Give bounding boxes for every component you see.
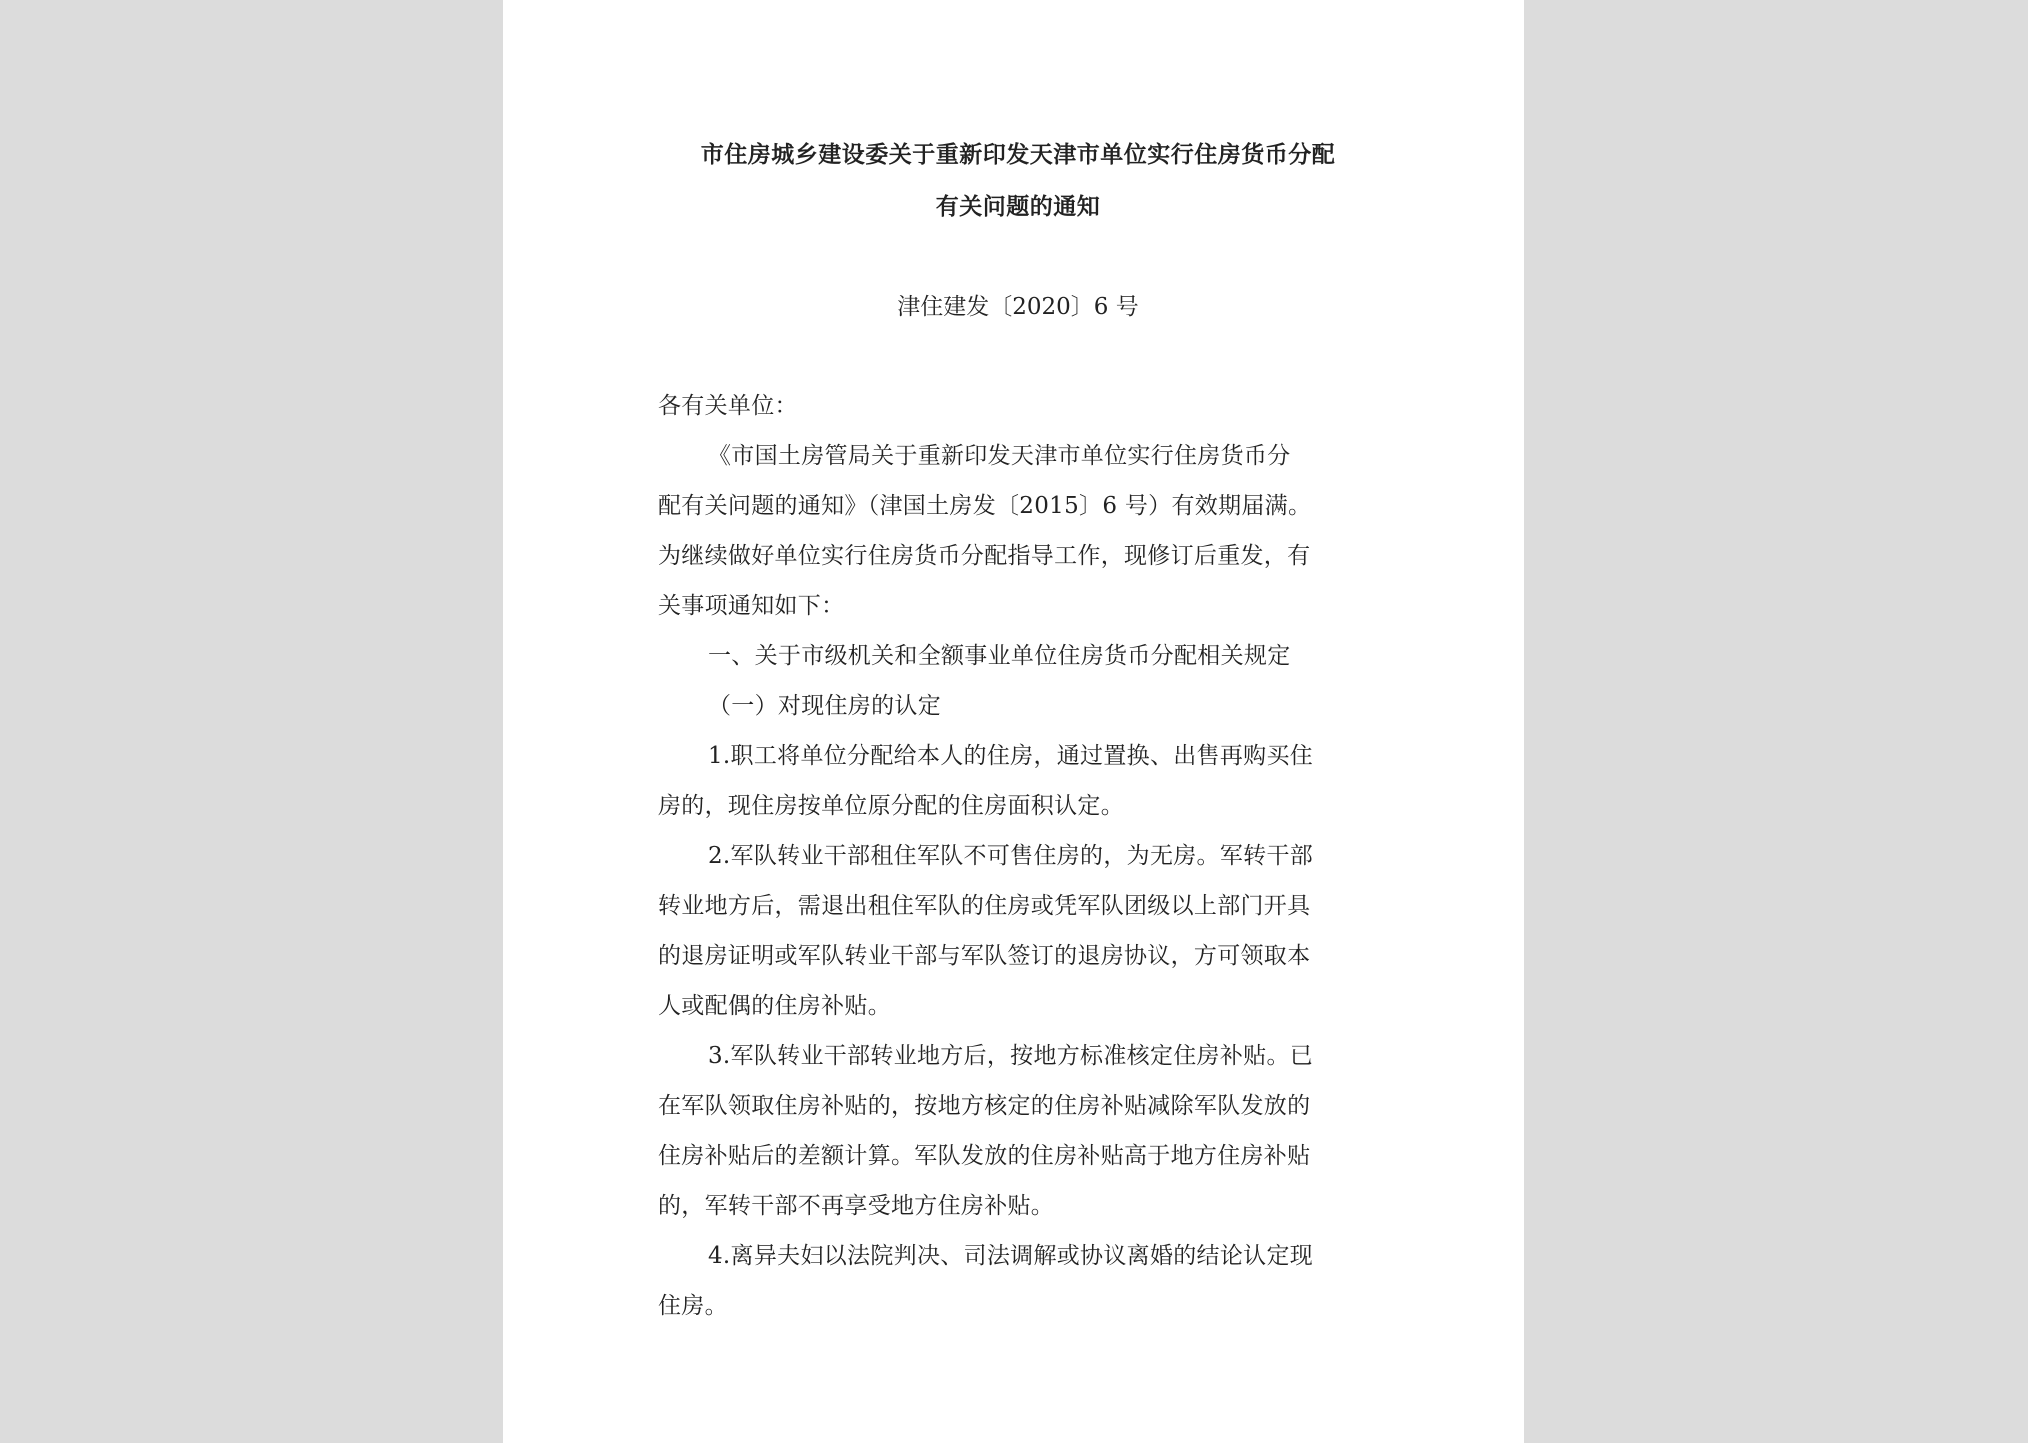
document-page [503, 0, 1524, 1443]
document-title-line-1: 市住房城乡建设委关于重新印发天津市单位实行住房货币分配 [700, 142, 1336, 168]
body-line: 住房。 [658, 1293, 728, 1319]
body-line: 《市国土房管局关于重新印发天津市单位实行住房货币分 [708, 443, 1291, 469]
body-line: 的，军转干部不再享受地方住房补贴。 [658, 1193, 1055, 1219]
body-line: 在军队领取住房补贴的，按地方核定的住房补贴减除军队发放的 [658, 1093, 1311, 1119]
section-heading: 一、关于市级机关和全额事业单位住房货币分配相关规定 [708, 643, 1291, 669]
document-number: 津住建发〔2020〕6 号 [897, 294, 1139, 320]
body-line: 人或配偶的住房补贴。 [658, 993, 891, 1019]
body-line: 关事项通知如下： [658, 593, 845, 619]
salutation: 各有关单位： [658, 393, 798, 419]
body-line: 转业地方后，需退出租住军队的住房或凭军队团级以上部门开具 [658, 893, 1311, 919]
body-line: 房的，现住房按单位原分配的住房面积认定。 [658, 793, 1124, 819]
body-line: 3.军队转业干部转业地方后，按地方标准核定住房补贴。已 [708, 1043, 1314, 1069]
body-line: 配有关问题的通知》（津国土房发〔2015〕6 号）有效期届满。 [658, 493, 1312, 519]
body-line: 的退房证明或军队转业干部与军队签订的退房协议，方可领取本 [658, 943, 1311, 969]
body-line: 1.职工将单位分配给本人的住房，通过置换、出售再购买住 [708, 743, 1314, 769]
subsection-heading: （一）对现住房的认定 [708, 693, 941, 719]
body-line: 4.离异夫妇以法院判决、司法调解或协议离婚的结论认定现 [708, 1243, 1314, 1269]
body-line: 2.军队转业干部租住军队不可售住房的，为无房。军转干部 [708, 843, 1314, 869]
body-line: 住房补贴后的差额计算。军队发放的住房补贴高于地方住房补贴 [658, 1143, 1311, 1169]
document-title-line-2: 有关问题的通知 [935, 194, 1101, 220]
body-line: 为继续做好单位实行住房货币分配指导工作，现修订后重发，有 [658, 543, 1311, 569]
